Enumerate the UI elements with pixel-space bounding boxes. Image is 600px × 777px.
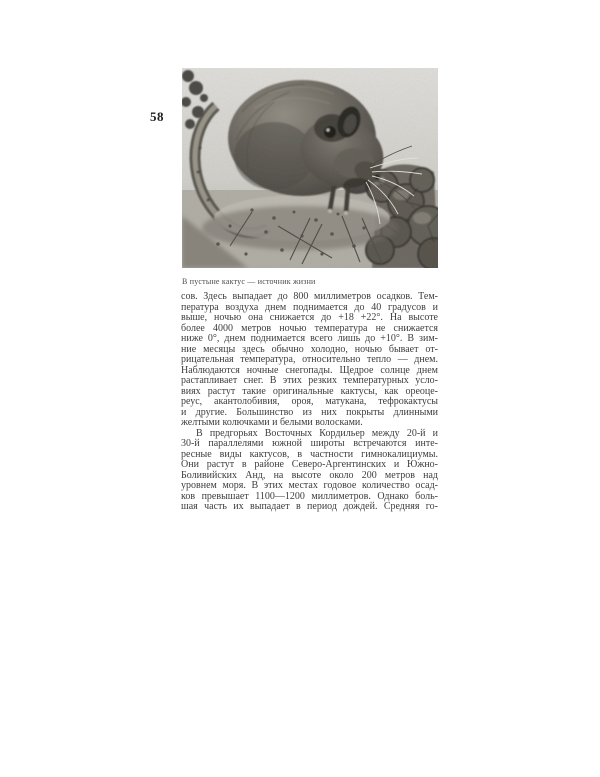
- text-line: ниже 0°, днем поднимается всего лишь до +10°. В зим-: [181, 333, 438, 344]
- figure-caption: В пустыне кактус — источник жизни: [182, 277, 316, 286]
- text-line: шая часть их выпадает в период дождей. Средняя го-: [181, 501, 438, 512]
- text-line: Наблюдаются ночные снегопады. Щедрое солнце днем: [181, 364, 438, 376]
- text-line: Боливийских Анд, на высоте около 200 метров над: [181, 469, 438, 481]
- text-line: выше, ночью она снижается до +18 +22°. На высоте: [181, 312, 438, 323]
- text-line: более 4000 метров ночью температура не снижается: [181, 322, 438, 334]
- photo-grain: [182, 68, 438, 268]
- text-line: ков превышает 1100—1200 миллиметров. Однако боль-: [181, 490, 438, 502]
- body-text: [181, 292, 438, 513]
- text-line: и другие. Большинство из них покрыты длинными: [181, 406, 438, 418]
- text-line: сов. Здесь выпадает до 800 миллиметров осадков. Тем-: [181, 291, 438, 302]
- text-line: В предгорьях Восточных Кордильер между 20-й и: [196, 427, 438, 439]
- text-line: реус, акантолобивия, ороя, матукана, тефрокактусы: [181, 396, 438, 407]
- text-line: виях растут такие оригинальные кактусы, как ореоце-: [181, 385, 438, 397]
- text-line: уровнем моря. В этих местах годовое количество осад-: [181, 480, 438, 491]
- desert-mouse-photo: [182, 68, 438, 268]
- text-line: пература воздуха днем поднимается до 40 градусов и: [181, 301, 438, 313]
- text-line: ние месяцы здесь обычно холодно, ночью бывает от-: [181, 343, 438, 355]
- text-line: рицательная температура, относительно тепло — днем.: [181, 354, 438, 365]
- page-number: 58: [150, 109, 164, 124]
- text-line: ресные виды кактусов, в частности гимнокалициумы.: [181, 448, 438, 460]
- text-line: желтыми колючками и белыми волосками.: [181, 417, 363, 428]
- text-line: 30-й параллелями южной широты встречаются инте-: [181, 438, 438, 449]
- text-line: растапливает снег. В этих резких температурных усло-: [181, 375, 438, 386]
- text-line: Они растут в районе Северо-Аргентинских и Южно-: [181, 459, 438, 470]
